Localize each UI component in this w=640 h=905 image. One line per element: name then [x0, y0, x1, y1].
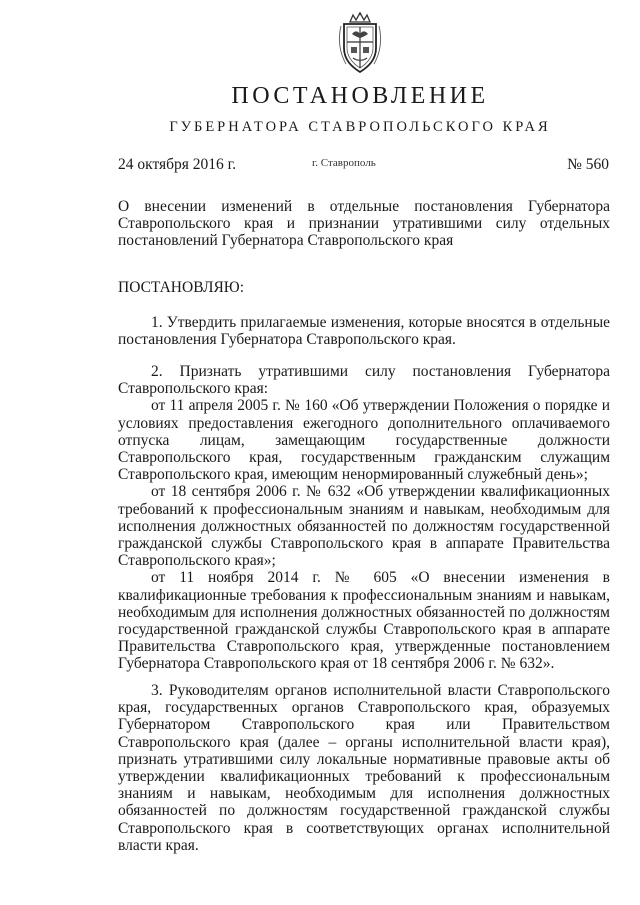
document-subtitle: ГУБЕРНАТОРА СТАВРОПОЛЬСКОГО КРАЯ: [169, 119, 551, 135]
paragraph-3: 3. Руководителям органов исполнительной власти Ставропольского края, государственных органов Ставропольского края, образуемых Губернатором Ставропольского края или Правительством Ставропольского края (далее – органы исполнительной власти края), признать утратившими силу локальные нормативные правовые акты об утверждении квалификационных требований к профессиональным знаниям и навыкам, необходимым для исполнения должностных обязанностей по должностям государственной гражданской службы Ставропольского края в соответствующих органах исполнительной власти края.: [118, 682, 610, 854]
paragraph-2-intro: 2. Признать утратившими силу постановления Губернатора Ставропольского края:: [118, 363, 610, 398]
document-city: г. Ставрополь: [312, 157, 376, 169]
document-date: 24 октября 2016 г.: [118, 156, 237, 173]
coat-of-arms-icon: [336, 12, 384, 76]
paragraph-1: 1. Утвердить прилагаемые изменения, которые вносятся в отдельные постановления Губернатора Ставропольского края.: [118, 314, 610, 349]
list-item: от 18 сентября 2006 г. № 632 «Об утверждении квалификационных требований к профессиональным знаниям и навыкам, необходимым для исполнения должностных обязанностей по должностям государственной гражданской службы Ставропольского края в аппарате Правительства Ставропольского края»;: [118, 483, 610, 570]
document-number: № 560: [567, 156, 609, 173]
list-item: от 11 ноября 2014 г. № 605 «О внесении изменения в квалификационные требования к профессиональным знаниям и навыкам, необходимым для исполнения должностных обязанностей по должностям государственной гражданской службы Ставропольского края в аппарате Правительства Ставропольского края, утвержденные постановлением Губернатора Ставропольского края от 18 сентября 2006 г. № 632».: [118, 569, 610, 673]
document-title: ПОСТАНОВЛЕНИЕ: [231, 83, 489, 109]
list-item: от 11 апреля 2005 г. № 160 «Об утверждении Положения о порядке и условиях предоставления ежегодного дополнительного оплачиваемого отпуска лицам, замещающим государственные должности Ставропольского края, государственным гражданским служащим Ставропольского края, имеющим ненормированный служебный день»;: [118, 397, 610, 484]
paragraph-2: [118, 363, 610, 673]
document-subject: О внесении изменений в отдельные постановления Губернатора Ставропольского края и признании утратившими силу отдельных постановлений Губернатора Ставропольского края: [118, 198, 610, 250]
resolve-heading: ПОСТАНОВЛЯЮ:: [118, 279, 245, 296]
